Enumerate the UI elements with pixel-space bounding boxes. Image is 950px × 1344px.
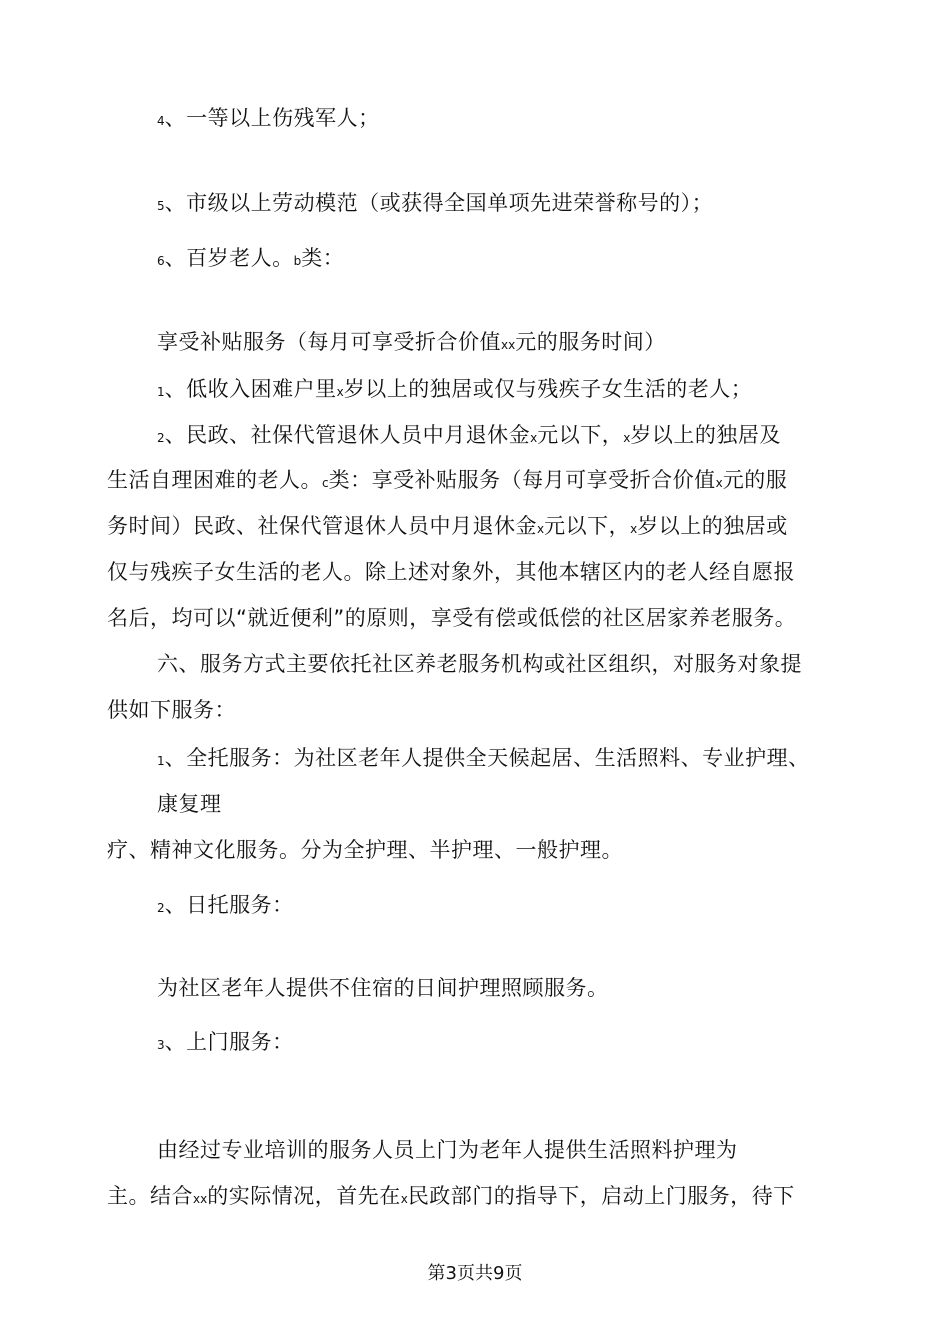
text-line: 5、市级以上劳动模范（或获得全国单项先进荣誉称号的）； [157,191,714,215]
text-line: 康复理 [157,792,222,816]
text-line: 为社区老年人提供不住宿的日间护理照顾服务。 [157,976,609,1000]
text-line: 4、一等以上伤残军人； [157,106,380,130]
section-heading: 六、服务方式主要依托社区养老服务机构或社区组织，对服务对象提 [157,652,802,676]
text-line: 1、全托服务：为社区老年人提供全天候起居、生活照料、专业护理、 [157,746,810,770]
text-line: 6、百岁老人。b类： [157,246,345,270]
text-line: 名后，均可以“就近便利”的原则，享受有偿或低偿的社区居家养老服务。 [107,606,797,630]
text-line: 生活自理困难的老人。c类：享受补贴服务（每月可享受折合价值x元的服 [107,468,788,492]
text-line: 主。结合xx的实际情况，首先在x民政部门的指导下，启动上门服务，待下 [107,1184,795,1208]
text-line: 由经过专业培训的服务人员上门为老年人提供生活照料护理为 [157,1138,738,1162]
text-line: 务时间）民政、社保代管退休人员中月退休金x元以下，x岁以上的独居或 [107,514,788,538]
text-line: 1、低收入困难户里x岁以上的独居或仅与残疾子女生活的老人； [157,377,753,401]
text-line: 供如下服务： [107,698,236,722]
page-number: 第3页共9页 [427,1263,523,1284]
text-line: 疗、精神文化服务。分为全护理、半护理、一般护理。 [107,838,623,862]
text-line: 2、民政、社保代管退休人员中月退休金x元以下，x岁以上的独居及 [157,423,781,447]
text-line: 2、日托服务： [157,893,294,917]
text-line: 仅与残疾子女生活的老人。除上述对象外，其他本辖区内的老人经自愿报 [107,560,795,584]
text-line: 3、上门服务： [157,1030,294,1054]
text-line: 享受补贴服务（每月可享受折合价值xx元的服务时间） [157,330,666,354]
